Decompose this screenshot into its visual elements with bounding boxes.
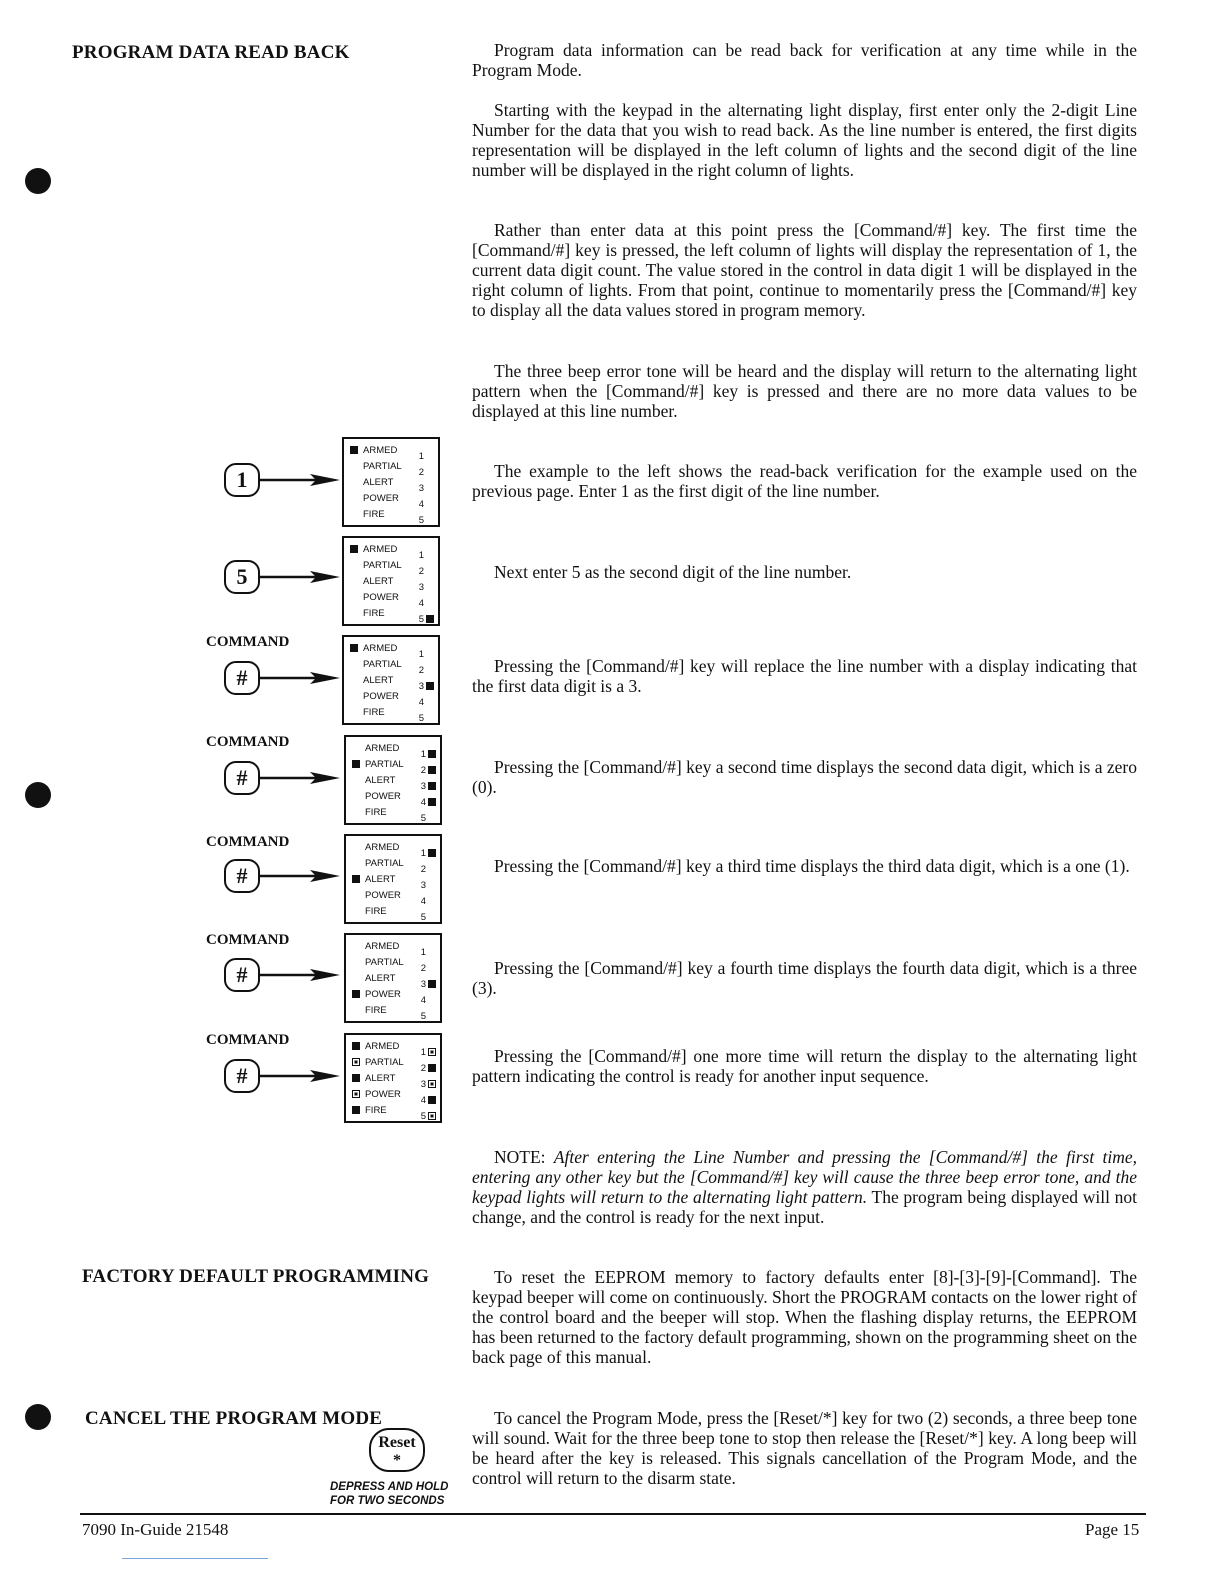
command-label: COMMAND: [206, 634, 290, 650]
panel-light-label: PARTIAL: [363, 658, 402, 670]
panel-light-row: [352, 1039, 399, 1053]
panel-light-label: ARMED: [365, 742, 400, 754]
panel-number-row: [419, 711, 434, 725]
punch-hole: [25, 782, 51, 808]
indicator-light: [426, 567, 434, 575]
indicator-light: [352, 1106, 360, 1114]
panel-number-row: [419, 481, 434, 495]
indicator-light: [426, 500, 434, 508]
panel-light-label: PARTIAL: [365, 857, 404, 869]
panel-number: 1: [418, 450, 424, 462]
panel-light-label: ARMED: [365, 1040, 400, 1052]
indicator-light: [350, 494, 358, 502]
panel-number: 4: [420, 1094, 426, 1106]
indicator-light: [352, 875, 360, 883]
indicator-light: [428, 1080, 436, 1088]
reset-key-label: Reset: [378, 1434, 416, 1451]
indicator-light: [352, 907, 360, 915]
indicator-light: [426, 714, 434, 722]
keypad-light-panel: [344, 933, 442, 1023]
indicator-light: [428, 1012, 436, 1020]
panel-light-label: POWER: [365, 1088, 401, 1100]
indicator-light: [426, 599, 434, 607]
reset-key-symbol: *: [393, 1452, 401, 1469]
footer-rule: [80, 1513, 1146, 1515]
panel-light-row: [352, 773, 395, 787]
panel-light-row: [352, 987, 401, 1001]
indicator-light: [350, 644, 358, 652]
panel-light-label: ARMED: [363, 444, 398, 456]
panel-number-row: [421, 1009, 436, 1023]
panel-number-row: [419, 580, 434, 594]
panel-light-label: FIRE: [363, 607, 385, 619]
keypad-light-panel: [342, 536, 440, 626]
indicator-light: [426, 615, 434, 623]
indicator-light: [352, 1006, 360, 1014]
panel-number: 2: [420, 764, 426, 776]
indicator-light: [352, 958, 360, 966]
heading-read-back: PROGRAM DATA READ BACK: [72, 42, 350, 63]
indicator-light: [426, 583, 434, 591]
panel-number-row: [419, 663, 434, 677]
panel-light-label: ARMED: [365, 940, 400, 952]
panel-number: 2: [418, 565, 424, 577]
indicator-light: [428, 913, 436, 921]
indicator-light: [350, 577, 358, 585]
panel-light-label: POWER: [363, 690, 399, 702]
panel-light-label: FIRE: [365, 806, 387, 818]
panel-light-label: FIRE: [365, 1104, 387, 1116]
panel-light-row: [352, 904, 387, 918]
indicator-light: [352, 843, 360, 851]
panel-number: 5: [418, 514, 424, 526]
command-key: #: [224, 958, 260, 992]
indicator-light: [426, 516, 434, 524]
indicator-light: [352, 776, 360, 784]
panel-number: 2: [418, 664, 424, 676]
panel-light-label: ARMED: [365, 841, 400, 853]
footer-page-number: Page 15: [1085, 1520, 1140, 1539]
panel-number: 4: [418, 696, 424, 708]
panel-number-row: [419, 596, 434, 610]
panel-number: 4: [420, 994, 426, 1006]
panel-number-row: [419, 465, 434, 479]
panel-number-row: [421, 1093, 436, 1107]
panel-number: 3: [420, 879, 426, 891]
digit-key: 5: [224, 560, 260, 594]
command-key: #: [224, 1059, 260, 1093]
step-description: Pressing the [Command/#] key will replace the line number with a display indicating that the first data digit is a 3.: [472, 656, 1137, 696]
indicator-light: [428, 1096, 436, 1104]
indicator-light: [352, 792, 360, 800]
panel-number-row: [419, 679, 434, 693]
arrow-icon: [258, 671, 340, 685]
indicator-light: [352, 990, 360, 998]
panel-light-row: [352, 955, 404, 969]
note-italic: After entering the Line Number and pressing the [Command/#] the first time, entering any other key but the [Command/#] key will cause the three beep error tone, and the keypad lights will return to the alternating light pattern.: [472, 1147, 1137, 1207]
indicator-light: [428, 1048, 436, 1056]
panel-number: 2: [418, 466, 424, 478]
panel-number: 3: [420, 780, 426, 792]
indicator-light: [426, 551, 434, 559]
indicator-light: [428, 766, 436, 774]
panel-light-row: [350, 443, 397, 457]
panel-number: 4: [420, 796, 426, 808]
panel-light-row: [350, 657, 402, 671]
step-description: Pressing the [Command/#] key a second time displays the second data digit, which is a zero (0).: [472, 757, 1137, 797]
panel-light-label: PARTIAL: [363, 460, 402, 472]
panel-light-label: PARTIAL: [365, 1056, 404, 1068]
indicator-light: [428, 814, 436, 822]
paragraph: Starting with the keypad in the alternating light display, first enter only the 2-digit Line Number for the data that you wish to read back. As the line number is entered, the first digits representation will be displayed in the left column of lights and the second digit of the line number will be displayed in the right column of lights.: [472, 100, 1137, 180]
indicator-light: [350, 609, 358, 617]
panel-light-row: [350, 475, 393, 489]
indicator-light: [428, 782, 436, 790]
indicator-light: [352, 744, 360, 752]
command-key: #: [224, 761, 260, 795]
indicator-light: [428, 897, 436, 905]
panel-light-label: ALERT: [365, 774, 396, 786]
indicator-light: [428, 964, 436, 972]
panel-number-row: [421, 779, 436, 793]
panel-number-row: [421, 910, 436, 924]
indicator-light: [352, 974, 360, 982]
arrow-icon: [258, 473, 340, 487]
indicator-light: [350, 561, 358, 569]
footer-doc-id: 7090 In-Guide 21548: [82, 1520, 229, 1539]
panel-light-row: [350, 558, 402, 572]
panel-light-label: ALERT: [365, 972, 396, 984]
panel-number-row: [421, 1045, 436, 1059]
panel-number: 2: [420, 1062, 426, 1074]
indicator-light: [350, 708, 358, 716]
indicator-light: [428, 1112, 436, 1120]
reset-caption-line: FOR TWO SECONDS: [330, 1495, 445, 1507]
indicator-light: [352, 1042, 360, 1050]
panel-number: 1: [420, 748, 426, 760]
indicator-light: [428, 980, 436, 988]
keypad-light-panel: [342, 437, 440, 527]
paragraph: The three beep error tone will be heard and the display will return to the alternating light pattern when the [Command/#] key is pressed and there are no more data values to be displayed at this line number.: [472, 361, 1137, 421]
panel-light-row: [352, 856, 404, 870]
panel-light-label: FIRE: [363, 706, 385, 718]
panel-light-label: POWER: [365, 790, 401, 802]
heading-cancel-program: CANCEL THE PROGRAM MODE: [85, 1408, 383, 1429]
cancel-paragraph: To cancel the Program Mode, press the [Reset/*] key for two (2) seconds, a three beep tone will sound. Wait for the three beep tone to stop then release the [Reset/*] key. A long beep will be heard after the key is released. This signals cancellation of the Program Mode, and the control will return to the disarm state.: [472, 1408, 1137, 1488]
panel-number: 1: [418, 648, 424, 660]
panel-light-row: [352, 805, 387, 819]
panel-number-row: [421, 747, 436, 761]
command-key: #: [224, 859, 260, 893]
panel-light-label: ALERT: [365, 1072, 396, 1084]
underline: [122, 1558, 268, 1559]
indicator-light: [426, 452, 434, 460]
panel-light-label: POWER: [365, 889, 401, 901]
panel-number-row: [421, 862, 436, 876]
panel-number-row: [419, 497, 434, 511]
panel-number-row: [421, 878, 436, 892]
indicator-light: [350, 676, 358, 684]
panel-number-row: [421, 961, 436, 975]
panel-number: 1: [420, 847, 426, 859]
panel-light-row: [350, 606, 385, 620]
indicator-light: [352, 1058, 360, 1066]
panel-number-row: [419, 612, 434, 626]
panel-number: 4: [418, 597, 424, 609]
panel-number-row: [421, 763, 436, 777]
panel-light-row: [352, 1087, 401, 1101]
panel-number: 4: [420, 895, 426, 907]
indicator-light: [350, 462, 358, 470]
panel-number: 5: [420, 812, 426, 824]
panel-number: 1: [420, 946, 426, 958]
panel-light-label: POWER: [365, 988, 401, 1000]
indicator-light: [352, 808, 360, 816]
keypad-light-panel: [342, 635, 440, 725]
step-description: The example to the left shows the read-back verification for the example used on the previous page. Enter 1 as the first digit of the line number.: [472, 461, 1137, 501]
panel-light-row: [350, 689, 399, 703]
arrow-icon: [258, 1069, 340, 1083]
panel-number-row: [421, 811, 436, 825]
panel-light-label: ARMED: [363, 642, 398, 654]
heading-factory-default: FACTORY DEFAULT PROGRAMMING: [82, 1266, 430, 1287]
panel-number-row: [421, 993, 436, 1007]
panel-number-row: [421, 1109, 436, 1123]
panel-light-row: [350, 507, 385, 521]
paragraph: Rather than enter data at this point press the [Command/#] key. The first time the [Command/#] key is pressed, the left column of lights will display the representation of 1, the current data digit count. The value stored in the control in data digit 1 will be displayed in the right column of lights. From that point, continue to momentarily press the [Command/#] key to display all the data values stored in program memory.: [472, 220, 1137, 320]
keypad-light-panel: [344, 1033, 442, 1123]
keypad-light-panel: [344, 735, 442, 825]
panel-light-row: [352, 1103, 387, 1117]
indicator-light: [352, 859, 360, 867]
indicator-light: [428, 750, 436, 758]
panel-light-row: [352, 840, 399, 854]
panel-number: 3: [420, 1078, 426, 1090]
panel-number-row: [421, 945, 436, 959]
panel-light-row: [352, 939, 399, 953]
panel-light-label: POWER: [363, 492, 399, 504]
panel-number-row: [421, 1061, 436, 1075]
panel-number: 5: [420, 1010, 426, 1022]
panel-light-row: [352, 888, 401, 902]
panel-number-row: [421, 846, 436, 860]
panel-light-row: [352, 1003, 387, 1017]
digit-key: 1: [224, 463, 260, 497]
indicator-light: [426, 698, 434, 706]
panel-number: 3: [420, 978, 426, 990]
indicator-light: [428, 881, 436, 889]
panel-light-row: [350, 542, 397, 556]
indicator-light: [352, 760, 360, 768]
panel-number: 2: [420, 962, 426, 974]
indicator-light: [428, 865, 436, 873]
command-label: COMMAND: [206, 834, 290, 850]
panel-light-label: PARTIAL: [365, 956, 404, 968]
panel-number-row: [419, 647, 434, 661]
command-label: COMMAND: [206, 1032, 290, 1048]
indicator-light: [426, 484, 434, 492]
indicator-light: [352, 1090, 360, 1098]
panel-light-label: ALERT: [363, 476, 394, 488]
panel-number: 3: [418, 680, 424, 692]
command-label: COMMAND: [206, 734, 290, 750]
panel-light-row: [352, 789, 401, 803]
indicator-light: [426, 468, 434, 476]
panel-light-row: [350, 459, 402, 473]
punch-hole: [25, 168, 51, 194]
panel-light-label: PARTIAL: [365, 758, 404, 770]
indicator-light: [352, 891, 360, 899]
reset-key: [369, 1428, 425, 1472]
reset-caption-line: DEPRESS AND HOLD: [330, 1481, 449, 1493]
note-paragraph: NOTE: After entering the Line Number and pressing the [Command/#] the first time, entering any other key but the [Command/#] key will cause the three beep error tone, and the keypad lights will return to the alternating light pattern. The program being displayed will not change, and the control is ready for the next input.: [472, 1147, 1138, 1227]
indicator-light: [428, 996, 436, 1004]
indicator-light: [350, 446, 358, 454]
panel-light-row: [352, 872, 395, 886]
panel-number-row: [419, 548, 434, 562]
indicator-light: [352, 942, 360, 950]
panel-number-row: [419, 695, 434, 709]
indicator-light: [350, 660, 358, 668]
panel-light-row: [352, 971, 395, 985]
panel-light-row: [350, 574, 393, 588]
indicator-light: [428, 1064, 436, 1072]
indicator-light: [426, 666, 434, 674]
panel-number-row: [419, 513, 434, 527]
panel-number: 5: [418, 613, 424, 625]
panel-number: 5: [420, 911, 426, 923]
step-description: Pressing the [Command/#] key a fourth time displays the fourth data digit, which is a three (3).: [472, 958, 1137, 998]
punch-hole: [25, 1404, 51, 1430]
panel-number: 2: [420, 863, 426, 875]
panel-number-row: [419, 449, 434, 463]
keypad-light-panel: [344, 834, 442, 924]
step-description: Next enter 5 as the second digit of the line number.: [494, 562, 852, 582]
indicator-light: [426, 682, 434, 690]
panel-light-label: ALERT: [365, 873, 396, 885]
arrow-icon: [258, 968, 340, 982]
panel-light-row: [352, 757, 404, 771]
panel-light-row: [350, 641, 397, 655]
panel-number: 1: [420, 1046, 426, 1058]
panel-light-row: [350, 673, 393, 687]
factory-paragraph: To reset the EEPROM memory to factory defaults enter [8]-[3]-[9]-[Command]. The keypad beeper will come on continuously. Short the PROGRAM contacts on the lower right of the control board and the beeper will stop. When the flashing display returns, the EEPROM has been returned to the factory default programming, shown on the programming sheet on the back page of this manual.: [472, 1267, 1137, 1367]
step-description: Pressing the [Command/#] key a third time displays the third data digit, which is a one (1).: [494, 856, 1130, 876]
panel-light-label: ALERT: [363, 674, 394, 686]
indicator-light: [350, 510, 358, 518]
indicator-light: [426, 650, 434, 658]
indicator-light: [350, 593, 358, 601]
indicator-light: [428, 798, 436, 806]
panel-light-label: ARMED: [363, 543, 398, 555]
command-key: #: [224, 661, 260, 695]
panel-number: 5: [420, 1110, 426, 1122]
panel-light-label: ALERT: [363, 575, 394, 587]
indicator-light: [350, 545, 358, 553]
panel-number: 1: [418, 549, 424, 561]
panel-number: 5: [418, 712, 424, 724]
indicator-light: [428, 849, 436, 857]
indicator-light: [350, 478, 358, 486]
step-description: Pressing the [Command/#] one more time will return the display to the alternating light pattern indicating the control is ready for another input sequence.: [472, 1046, 1137, 1086]
panel-number-row: [419, 564, 434, 578]
panel-light-row: [350, 705, 385, 719]
panel-number: 4: [418, 498, 424, 510]
panel-light-row: [350, 590, 399, 604]
panel-light-label: FIRE: [365, 1004, 387, 1016]
panel-light-label: PARTIAL: [363, 559, 402, 571]
arrow-icon: [258, 869, 340, 883]
arrow-icon: [258, 570, 340, 584]
panel-number-row: [421, 977, 436, 991]
panel-light-row: [352, 741, 399, 755]
paragraph: Program data information can be read back for verification at any time while in the Program Mode.: [472, 40, 1137, 80]
panel-number-row: [421, 795, 436, 809]
panel-light-label: FIRE: [363, 508, 385, 520]
panel-light-row: [350, 491, 399, 505]
panel-number: 3: [418, 581, 424, 593]
reset-caption: [330, 1480, 448, 1508]
command-label: COMMAND: [206, 932, 290, 948]
indicator-light: [350, 692, 358, 700]
panel-number: 3: [418, 482, 424, 494]
panel-light-label: FIRE: [365, 905, 387, 917]
panel-number-row: [421, 1077, 436, 1091]
panel-number-row: [421, 894, 436, 908]
indicator-light: [352, 1074, 360, 1082]
panel-light-row: [352, 1055, 404, 1069]
arrow-icon: [258, 771, 340, 785]
indicator-light: [428, 948, 436, 956]
panel-light-row: [352, 1071, 395, 1085]
panel-light-label: POWER: [363, 591, 399, 603]
